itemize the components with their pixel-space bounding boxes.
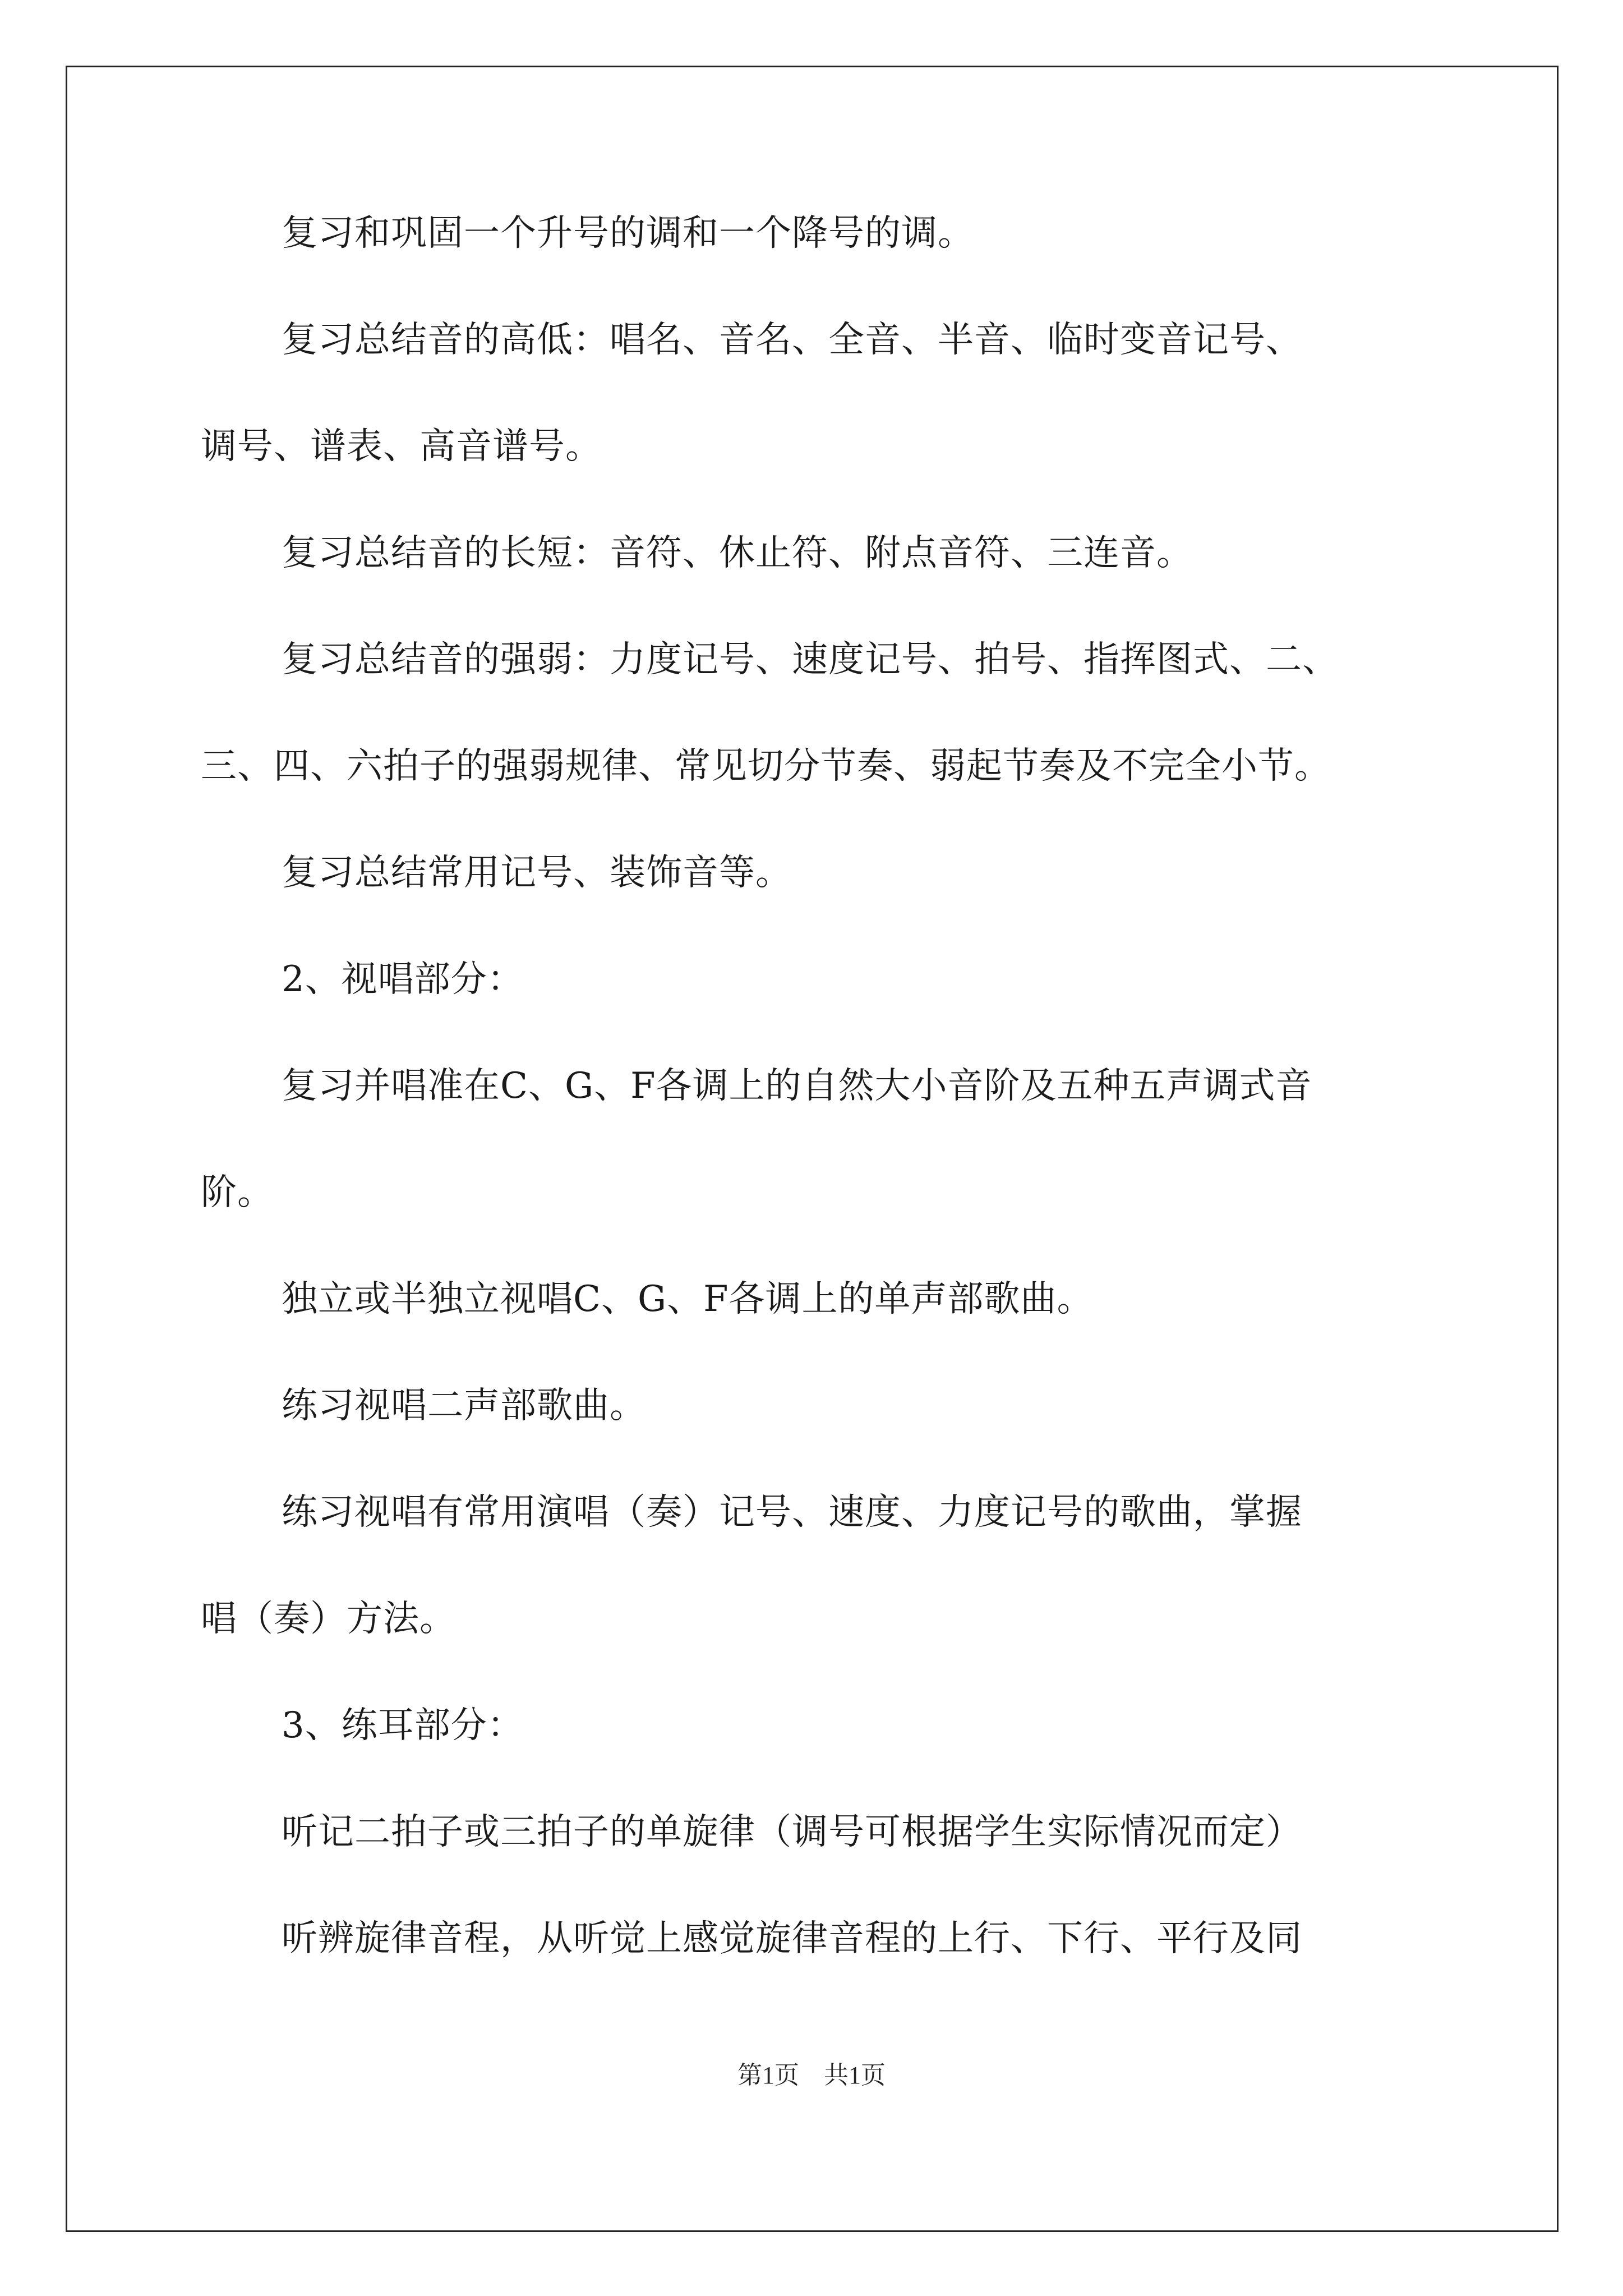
text-line: 复习总结音的长短：音符、休止符、附点音符、三连音。 xyxy=(282,532,1193,574)
page-total: 共1页 xyxy=(824,2062,886,2089)
text-line: 听辨旋律音程，从听觉上感觉旋律音程的上行、下行、平行及同 xyxy=(282,1918,1302,1959)
text-line: 练习视唱二声部歌曲。 xyxy=(282,1385,646,1427)
text-line: 练习视唱有常用演唱（奏）记号、速度、力度记号的歌曲，掌握 xyxy=(282,1492,1302,1533)
text-line: 唱（奏）方法。 xyxy=(201,1598,456,1640)
text-line: 阶。 xyxy=(201,1172,274,1213)
text-line: 听记二拍子或三拍子的单旋律（调号可根据学生实际情况而定） xyxy=(282,1811,1302,1853)
text-line: 复习总结音的高低：唱名、音名、全音、半音、临时变音记号、 xyxy=(282,319,1302,361)
text-line: 调号、谱表、高音谱号。 xyxy=(201,426,602,467)
text-line: 复习并唱准在C、G、F各调上的自然大小音阶及五种五声调式音 xyxy=(282,1065,1312,1107)
text-line: 复习总结音的强弱：力度记号、速度记号、拍号、指挥图式、二、 xyxy=(282,639,1339,680)
text-line: 复习和巩固一个升号的调和一个降号的调。 xyxy=(282,213,974,254)
section-heading: 2、视唱部分： xyxy=(282,959,524,1000)
text-line: 独立或半独立视唱C、G、F各调上的单声部歌曲。 xyxy=(282,1278,1094,1320)
section-heading: 3、练耳部分： xyxy=(282,1705,524,1746)
page-number: 第1页 xyxy=(737,2062,799,2089)
text-line: 复习总结常用记号、装饰音等。 xyxy=(282,852,792,894)
page-footer xyxy=(0,2060,1623,2091)
text-line: 三、四、六拍子的强弱规律、常见切分节奏、弱起节奏及不完全小节。 xyxy=(201,746,1331,787)
